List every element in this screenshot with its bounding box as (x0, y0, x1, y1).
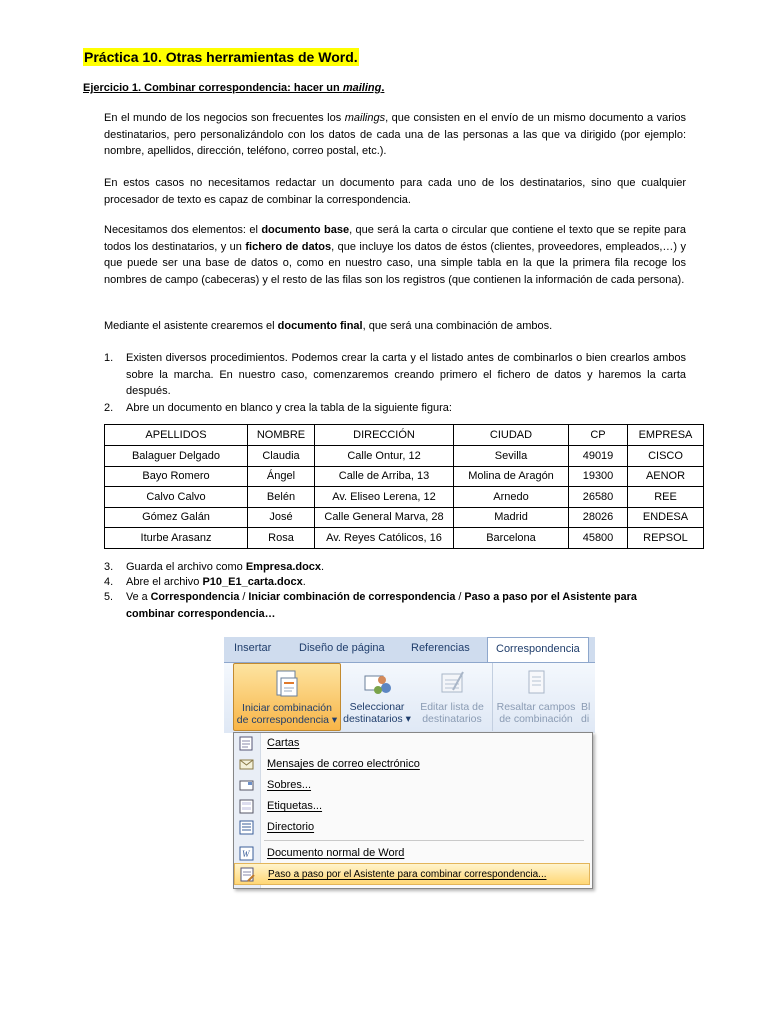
directory-icon (239, 820, 254, 843)
list-item: 3. Guarda el archivo como Empresa.docx. (104, 561, 325, 573)
table-cell: REPSOL (628, 528, 704, 549)
table-cell: 28026 (569, 507, 628, 528)
exercise-title: Ejercicio 1. Combinar correspondencia: hacer un mailing. (83, 82, 385, 94)
menu-item-directorio[interactable]: Directorio (234, 817, 590, 838)
table-cell: REE (628, 487, 704, 508)
table-cell: Ángel (248, 466, 315, 487)
table-cell: CISCO (628, 446, 704, 467)
table-header-cell: CIUDAD (454, 425, 569, 446)
table-cell: Arnedo (454, 487, 569, 508)
start-mail-merge-button[interactable]: Iniciar combinación de correspondencia ▾ (233, 663, 341, 731)
page-title: Práctica 10. Otras herramientas de Word. (84, 49, 358, 65)
table-cell: Molina de Aragón (454, 466, 569, 487)
table-cell: Madrid (454, 507, 569, 528)
data-table (104, 424, 704, 549)
table-cell: 45800 (569, 528, 628, 549)
table-cell: Av. Reyes Católicos, 16 (315, 528, 454, 549)
table-cell: Calle General Marva, 28 (315, 507, 454, 528)
ribbon-tabbar (224, 637, 595, 663)
select-recipients-button[interactable]: Seleccionar destinatarios ▾ (342, 663, 412, 731)
table-header-row (105, 425, 704, 446)
table-cell: 26580 (569, 487, 628, 508)
table-cell: José (248, 507, 315, 528)
table-row (105, 487, 704, 508)
table-cell: 19300 (569, 466, 628, 487)
table-cell: 49019 (569, 446, 628, 467)
menu-item-cartas[interactable]: Cartas (234, 733, 590, 754)
recipients-icon (362, 668, 392, 701)
menu-item-documento-normal[interactable]: W Documento normal de Word (234, 843, 590, 864)
paragraph-4: Mediante el asistente crearemos el documento final, que será una combinación de ambos. (104, 320, 553, 332)
list-item: 4. Abre el archivo P10_E1_carta.docx. (104, 575, 306, 588)
svg-text:W: W (242, 849, 250, 859)
table-row (105, 507, 704, 528)
table-cell: Belén (248, 487, 315, 508)
steps-list-bottom (104, 559, 688, 622)
menu-item-email[interactable]: Mensajes de correo electrónico (234, 754, 590, 775)
tab-referencias[interactable]: Referencias (411, 642, 470, 654)
table-cell: AENOR (628, 466, 704, 487)
table-header-cell: APELLIDOS (105, 425, 248, 446)
list-item: 1. Existen diversos procedimientos. Podemos crear la carta y el listado antes de combinarlos o bien crearlos ambos sobre la marcha. En nuestro caso, comenzaremos creando primero el fichero de datos y haremos la carta después. (104, 352, 686, 397)
highlight-merge-fields-button[interactable]: Resaltar campos de combinación (492, 663, 579, 731)
ribbon-groups (224, 663, 595, 733)
table-cell: Calle de Arriba, 13 (315, 466, 454, 487)
table-cell: Claudia (248, 446, 315, 467)
mail-merge-icon (272, 669, 302, 702)
tab-insertar[interactable]: Insertar (234, 642, 272, 654)
cut-off-ribbon-button[interactable]: Bl di (581, 701, 591, 725)
ribbon-screenshot (224, 637, 595, 889)
list-item: 2. Abre un documento en blanco y crea la tabla de la siguiente figura: (104, 401, 452, 414)
list-item: 5. Ve a Correspondencia / Iniciar combinación de correspondencia / Paso a paso por el Asistente para combinar correspondencia… (104, 591, 637, 620)
paragraph-2: En estos casos no necesitamos redactar un documento para cada uno de los destinatarios, sino que cualquier procesador de texto es capaz de combinar la correspondencia. (104, 177, 686, 206)
edit-list-icon (437, 668, 467, 701)
table-row (105, 446, 704, 467)
tab-correspondencia[interactable]: Correspondencia (487, 637, 589, 662)
table-cell: ENDESA (628, 507, 704, 528)
table-cell: Gómez Galán (105, 507, 248, 528)
table-cell: Iturbe Arasanz (105, 528, 248, 549)
table-row (105, 528, 704, 549)
highlight-fields-icon (521, 668, 551, 701)
table-header-cell: CP (569, 425, 628, 446)
steps-list-top (104, 350, 686, 416)
table-header-cell: DIRECCIÓN (315, 425, 454, 446)
tab-diseno-pagina[interactable]: Diseño de página (299, 642, 385, 654)
edit-recipient-list-button[interactable]: Editar lista de destinatarios (416, 663, 488, 731)
table-cell: Av. Eliseo Lerena, 12 (315, 487, 454, 508)
menu-item-asistente[interactable]: Paso a paso por el Asistente para combinar correspondencia... (234, 863, 590, 885)
paragraph-3: Necesitamos dos elementos: el documento base, que será la carta o circular que contiene el texto que se repite para todos los destinatarios, y un fichero de datos, que incluye los datos de éstos (clientes, proveedores, empleados,…) y que puede ser una base de datos o, como en nuestro caso, una simple tabla en la que la primera fila recoge los nombres de campo (cabeceras) y el resto de las filas son los registros (que contienen la información de cada persona). (104, 224, 687, 286)
table-header-cell: EMPRESA (628, 425, 704, 446)
menu-item-etiquetas[interactable]: Etiquetas... (234, 796, 590, 817)
table-cell: Balaguer Delgado (105, 446, 248, 467)
paragraph-1: En el mundo de los negocios son frecuentes los mailings, que consisten en el envío de un mismo documento a varios destinatarios, pero personalizándolo con los datos de cada una de las personas a las que va dirigido (por ejemplo: nombre, apellidos, dirección, teléfono, correo postal, etc.). (104, 112, 686, 157)
menu-separator (264, 840, 584, 841)
table-row (105, 466, 704, 487)
table-cell: Calvo Calvo (105, 487, 248, 508)
table-cell: Bayo Romero (105, 466, 248, 487)
table-cell: Sevilla (454, 446, 569, 467)
table-header-cell: NOMBRE (248, 425, 315, 446)
menu-item-sobres[interactable]: Sobres... (234, 775, 590, 796)
mail-merge-dropdown-menu (233, 732, 593, 889)
table-cell: Calle Ontur, 12 (315, 446, 454, 467)
table-cell: Rosa (248, 528, 315, 549)
wizard-icon (240, 867, 255, 890)
table-cell: Barcelona (454, 528, 569, 549)
